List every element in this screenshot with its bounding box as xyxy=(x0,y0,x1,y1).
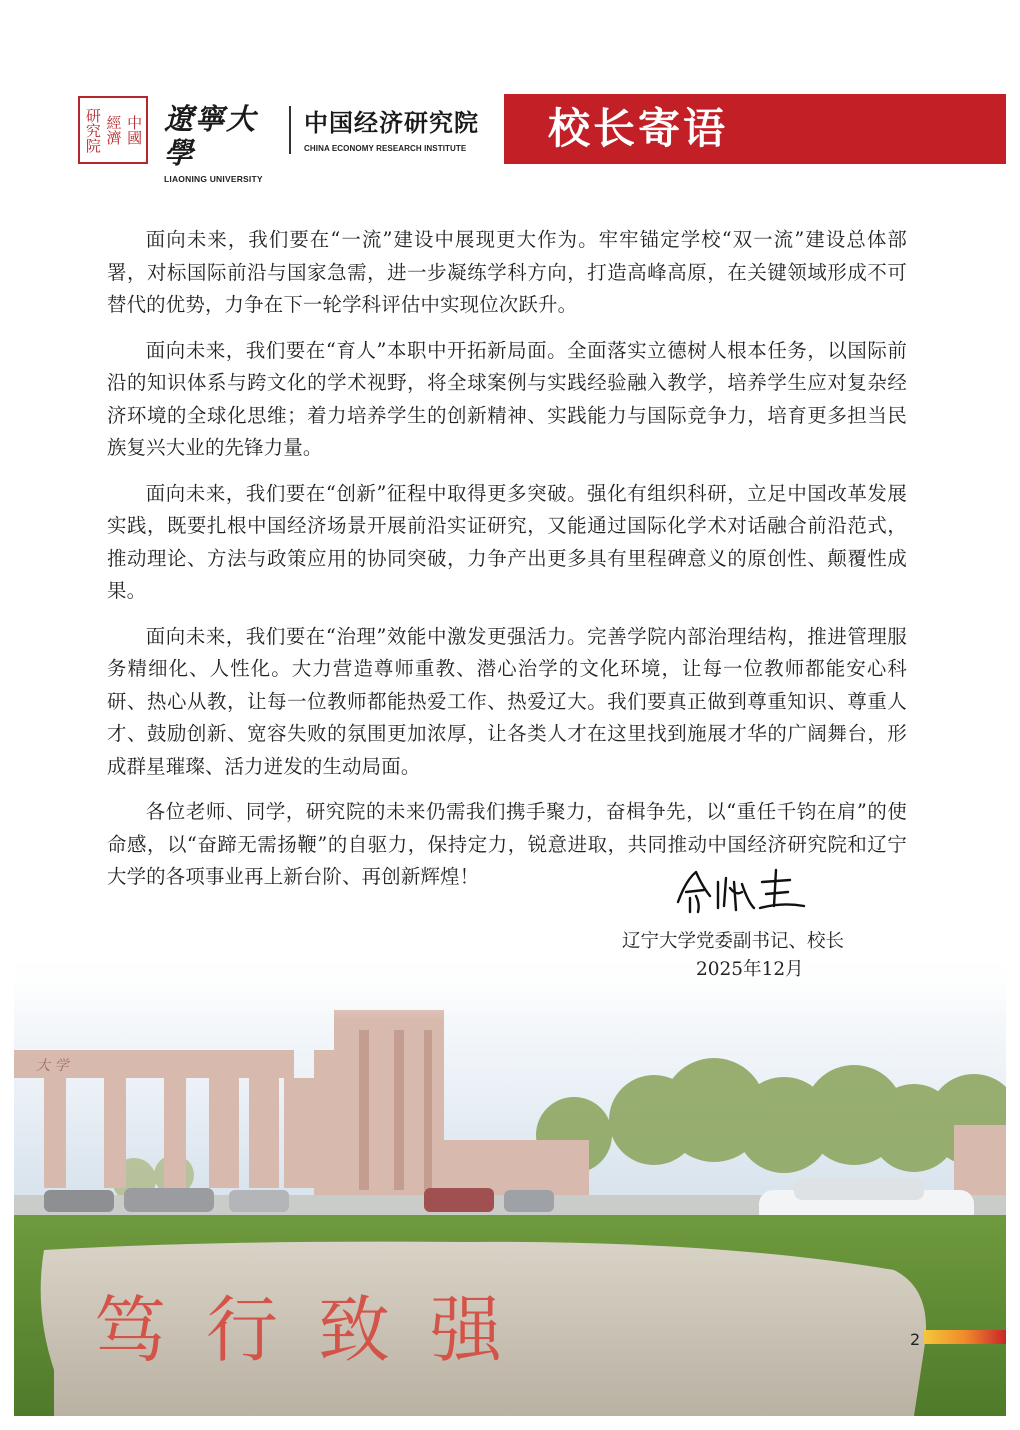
logo-divider xyxy=(289,106,291,154)
institute-logo xyxy=(304,108,479,153)
paragraph: 面向未来，我们要在“育人”本职中开拓新局面。全面落实立德树人根本任务，以国际前沿的知识体系与跨文化的学术视野，将全球案例与实践经验融入教学，培养学生应对复杂经济环境的全球化思维；着力培养学生的创新精神、实践能力与国际竞争力，培育更多担当民族复兴大业的先锋力量。 xyxy=(107,338,907,459)
paragraph: 各位老师、同学，研究院的未来仍需我们携手聚力，奋楫争先，以“重任千钧在肩”的使命感，以“奋蹄无需扬鞭”的自驱力，保持定力，锐意进取，共同推动中国经济研究院和辽宁大学的各项事业再上新台阶、再创新辉煌！ xyxy=(107,800,907,888)
banner-title: 校长寄语 xyxy=(548,104,729,153)
seal-text-2: 經濟 xyxy=(104,115,123,145)
university-logo xyxy=(164,102,279,184)
page-number-bar xyxy=(924,1330,1006,1344)
university-name-en: LIAONING UNIVERSITY xyxy=(164,174,263,184)
paragraph: 面向未来，我们要在“治理”效能中激发更强活力。完善学院内部治理结构，推进管理服务精细化、人性化。大力营造尊师重教、潜心治学的文化环境，让每一位教师都能安心科研、热心从教，让每一位教师都能热爱工作、热爱辽大。我们要真正做到尊重知识、尊重人才、鼓励创新、宽容失败的氛围更加浓厚，让各类人才在这里找到施展才华的广阔舞台，形成群星璀璨、活力迸发的生动局面。 xyxy=(107,624,907,778)
campus-gate-photo xyxy=(14,950,1006,1416)
paragraph: 面向未来，我们要在“一流”建设中展现更大作为。牢牢锚定学校“双一流”建设总体部署，对标国际前沿与国家急需，进一步凝练学科方向，打造高峰高原，在关键领域形成不可替代的优势，力争在下一轮学科评估中实现位次跃升。 xyxy=(107,228,907,316)
institute-name-cn: 中国经济研究院 xyxy=(304,109,479,137)
university-name-cn: 遼寧大學 xyxy=(164,102,258,170)
stone-inscription: 笃行致强 xyxy=(94,1288,543,1372)
signatory-title: 辽宁大学党委副书记、校长 xyxy=(622,931,845,952)
section-banner xyxy=(504,94,1006,164)
gate-inscription: 大 学 xyxy=(36,1058,69,1074)
page-number: 2 xyxy=(910,1330,921,1349)
seal-text-3: 中國 xyxy=(125,115,144,145)
paragraph: 面向未来，我们要在“创新”征程中取得更多突破。强化有组织科研，立足中国改革发展实践，既要扎根中国经济场景开展前沿实证研究，又能通过国际化学术对话融合前沿范式，推动理论、方法与政策应用的协同突破，力争产出更多具有里程碑意义的原创性、颠覆性成果。 xyxy=(107,481,907,602)
seal-text-1: 研究院 xyxy=(83,107,102,153)
letter-body xyxy=(107,224,907,907)
institute-seal-logo xyxy=(78,96,148,164)
handwritten-signature xyxy=(672,862,812,920)
letter-date: 2025年12月 xyxy=(696,959,804,980)
institute-name-en: CHINA ECONOMY RESEARCH INSTITUTE xyxy=(304,144,467,153)
